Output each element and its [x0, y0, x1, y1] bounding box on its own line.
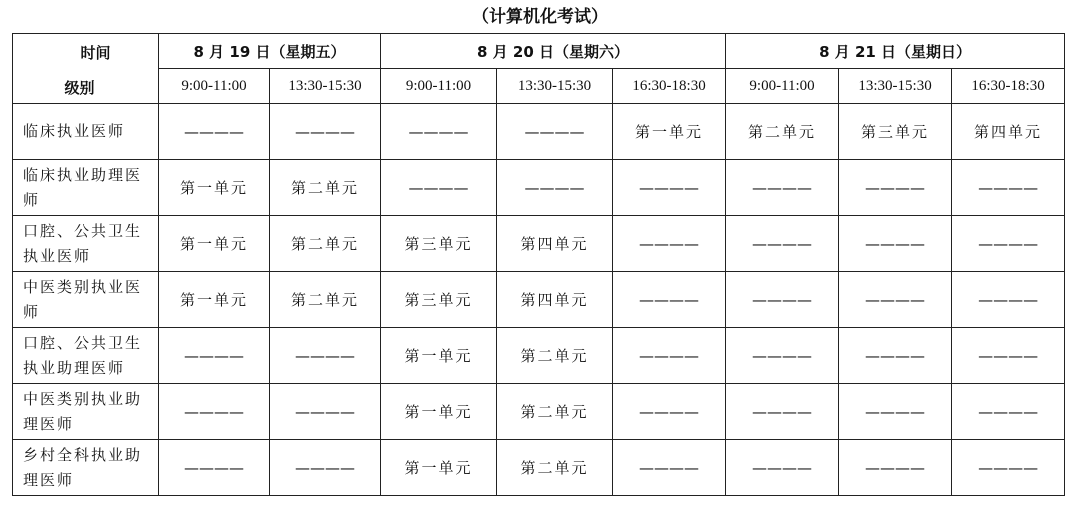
no-exam-cell: ————	[952, 328, 1065, 384]
no-exam-cell: ————	[726, 328, 839, 384]
no-exam-cell: ————	[613, 440, 726, 496]
exam-unit-cell: 第二单元	[726, 104, 839, 160]
page-title: （计算机化考试）	[472, 7, 608, 27]
exam-unit-cell: 第一单元	[159, 216, 270, 272]
row-level-label: 中医类别执业助理医师	[13, 384, 159, 440]
exam-unit-cell: 第三单元	[381, 272, 497, 328]
no-exam-cell: ————	[952, 440, 1065, 496]
no-exam-cell: ————	[952, 272, 1065, 328]
exam-unit-cell: 第三单元	[839, 104, 952, 160]
no-exam-cell: ————	[381, 104, 497, 160]
no-exam-cell: ————	[270, 104, 381, 160]
no-exam-cell: ————	[381, 160, 497, 216]
time-slot-header: 13:30-15:30	[270, 69, 381, 104]
no-exam-cell: ————	[613, 384, 726, 440]
time-slot-header: 13:30-15:30	[839, 69, 952, 104]
table-row	[13, 384, 1065, 440]
time-slot-header: 9:00-11:00	[159, 69, 270, 104]
header-time-label: 时间	[80, 44, 111, 62]
no-exam-cell: ————	[839, 440, 952, 496]
row-level-label: 中医类别执业医师	[13, 272, 159, 328]
no-exam-cell: ————	[159, 384, 270, 440]
no-exam-cell: ————	[613, 216, 726, 272]
exam-unit-cell: 第二单元	[270, 272, 381, 328]
no-exam-cell: ————	[270, 328, 381, 384]
no-exam-cell: ————	[839, 216, 952, 272]
header-corner-cell	[13, 34, 159, 104]
header-level-label: 级别	[64, 79, 95, 97]
no-exam-cell: ————	[726, 440, 839, 496]
no-exam-cell: ————	[839, 384, 952, 440]
no-exam-cell: ————	[839, 160, 952, 216]
day-header-aug-20: 8 月 20 日（星期六）	[381, 34, 726, 69]
no-exam-cell: ————	[726, 272, 839, 328]
exam-unit-cell: 第三单元	[381, 216, 497, 272]
no-exam-cell: ————	[726, 160, 839, 216]
no-exam-cell: ————	[726, 216, 839, 272]
row-level-label: 临床执业医师	[13, 104, 159, 160]
table-row	[13, 216, 1065, 272]
no-exam-cell: ————	[613, 160, 726, 216]
exam-unit-cell: 第一单元	[613, 104, 726, 160]
no-exam-cell: ————	[159, 104, 270, 160]
time-slot-header: 13:30-15:30	[497, 69, 613, 104]
no-exam-cell: ————	[497, 160, 613, 216]
no-exam-cell: ————	[952, 384, 1065, 440]
exam-unit-cell: 第一单元	[159, 272, 270, 328]
exam-unit-cell: 第二单元	[270, 160, 381, 216]
exam-unit-cell: 第二单元	[270, 216, 381, 272]
day-header-aug-19: 8 月 19 日（星期五）	[159, 34, 381, 69]
day-header-aug-21: 8 月 21 日（星期日）	[726, 34, 1065, 69]
exam-unit-cell: 第一单元	[381, 328, 497, 384]
table-row	[13, 328, 1065, 384]
exam-unit-cell: 第一单元	[381, 440, 497, 496]
exam-unit-cell: 第四单元	[497, 272, 613, 328]
table-row	[13, 104, 1065, 160]
time-slot-header: 16:30-18:30	[613, 69, 726, 104]
exam-unit-cell: 第二单元	[497, 384, 613, 440]
exam-unit-cell: 第一单元	[381, 384, 497, 440]
no-exam-cell: ————	[159, 440, 270, 496]
exam-unit-cell: 第四单元	[952, 104, 1065, 160]
row-level-label: 临床执业助理医师	[13, 160, 159, 216]
exam-schedule-table	[12, 33, 1065, 496]
no-exam-cell: ————	[613, 328, 726, 384]
row-level-label: 口腔、公共卫生执业助理医师	[13, 328, 159, 384]
no-exam-cell: ————	[839, 328, 952, 384]
exam-unit-cell: 第二单元	[497, 440, 613, 496]
exam-unit-cell: 第二单元	[497, 328, 613, 384]
table-row	[13, 440, 1065, 496]
exam-unit-cell: 第四单元	[497, 216, 613, 272]
no-exam-cell: ————	[497, 104, 613, 160]
time-slot-header: 9:00-11:00	[381, 69, 497, 104]
no-exam-cell: ————	[952, 216, 1065, 272]
time-slot-header: 9:00-11:00	[726, 69, 839, 104]
no-exam-cell: ————	[270, 440, 381, 496]
table-row	[13, 160, 1065, 216]
row-level-label: 乡村全科执业助理医师	[13, 440, 159, 496]
no-exam-cell: ————	[270, 384, 381, 440]
no-exam-cell: ————	[839, 272, 952, 328]
table-row	[13, 272, 1065, 328]
no-exam-cell: ————	[726, 384, 839, 440]
row-level-label: 口腔、公共卫生执业医师	[13, 216, 159, 272]
no-exam-cell: ————	[613, 272, 726, 328]
no-exam-cell: ————	[159, 328, 270, 384]
time-slot-header: 16:30-18:30	[952, 69, 1065, 104]
no-exam-cell: ————	[952, 160, 1065, 216]
exam-unit-cell: 第一单元	[159, 160, 270, 216]
